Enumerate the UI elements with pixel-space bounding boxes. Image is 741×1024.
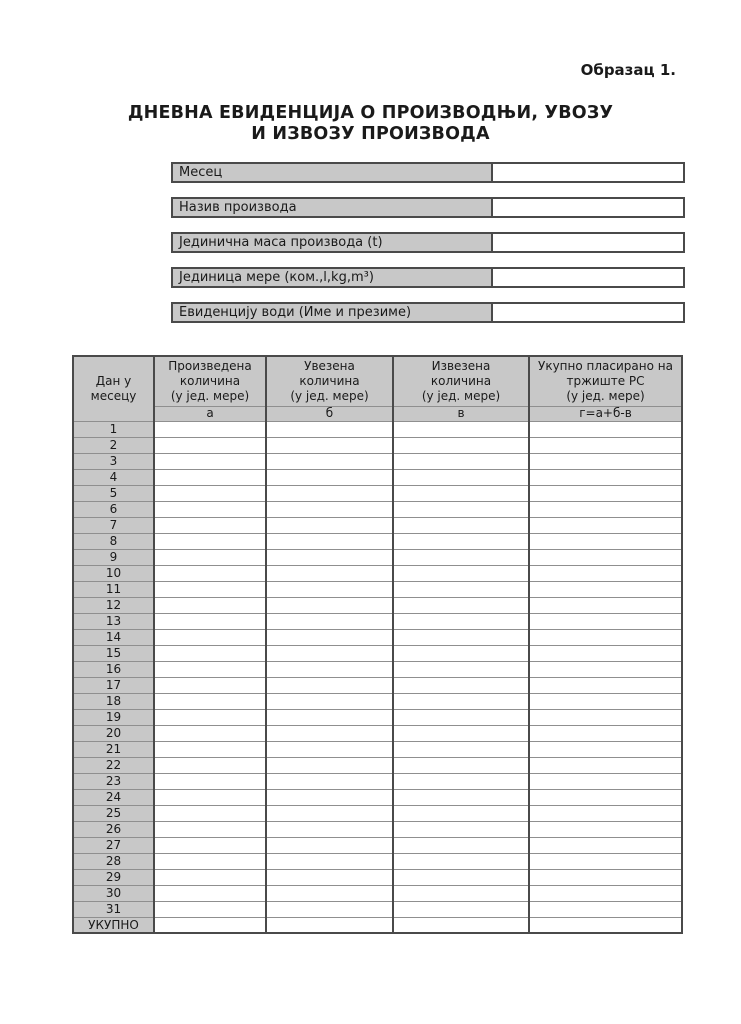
table-row	[73, 533, 682, 549]
quantity-cell[interactable]	[393, 517, 529, 533]
field-product-name-label: Назив производа	[171, 197, 493, 218]
quantity-cell[interactable]	[529, 677, 682, 693]
quantity-cell[interactable]	[154, 533, 266, 549]
quantity-cell[interactable]	[393, 565, 529, 581]
quantity-cell[interactable]	[393, 581, 529, 597]
day-number-cell: 21	[73, 741, 154, 757]
quantity-cell[interactable]	[266, 613, 393, 629]
table-row	[73, 613, 682, 629]
quantity-cell[interactable]	[154, 517, 266, 533]
quantity-cell[interactable]	[393, 421, 529, 437]
table-row	[73, 629, 682, 645]
header-imported-quantity	[266, 356, 393, 406]
total-value-cell[interactable]	[266, 917, 393, 933]
header-line: Произведена	[168, 358, 252, 373]
day-number-cell: 19	[73, 709, 154, 725]
day-number-cell: 30	[73, 885, 154, 901]
total-row	[73, 917, 682, 933]
quantity-cell[interactable]	[393, 853, 529, 869]
quantity-cell[interactable]	[154, 853, 266, 869]
quantity-cell[interactable]	[266, 821, 393, 837]
quantity-cell[interactable]	[154, 789, 266, 805]
quantity-cell[interactable]	[529, 821, 682, 837]
quantity-cell[interactable]	[266, 421, 393, 437]
quantity-cell[interactable]	[266, 517, 393, 533]
table-row	[73, 773, 682, 789]
quantity-cell[interactable]	[266, 453, 393, 469]
quantity-cell[interactable]	[266, 645, 393, 661]
quantity-cell[interactable]	[393, 773, 529, 789]
quantity-cell[interactable]	[154, 821, 266, 837]
quantity-cell[interactable]	[529, 837, 682, 853]
header-line: (у јед. мере)	[290, 388, 369, 403]
day-number-cell: 14	[73, 629, 154, 645]
table-body	[73, 421, 682, 933]
quantity-cell[interactable]	[393, 869, 529, 885]
day-number-cell: 31	[73, 901, 154, 917]
quantity-cell[interactable]	[154, 757, 266, 773]
quantity-cell[interactable]	[154, 725, 266, 741]
field-unit-mass-label: Јединична маса производа (t)	[171, 232, 493, 253]
field-unit-of-measure-input[interactable]	[493, 267, 685, 288]
quantity-cell[interactable]	[266, 565, 393, 581]
quantity-cell[interactable]	[393, 533, 529, 549]
quantity-cell[interactable]	[529, 805, 682, 821]
day-number-cell: 1	[73, 421, 154, 437]
title-line-1: ДНЕВНА ЕВИДЕНЦИЈА О ПРОИЗВОДЊИ, УВОЗУ	[127, 103, 614, 123]
quantity-cell[interactable]	[393, 501, 529, 517]
quantity-cell[interactable]	[266, 437, 393, 453]
quantity-cell[interactable]	[266, 725, 393, 741]
quantity-cell[interactable]	[393, 597, 529, 613]
quantity-cell[interactable]	[154, 885, 266, 901]
table-row	[73, 677, 682, 693]
quantity-cell[interactable]	[529, 645, 682, 661]
quantity-cell[interactable]	[529, 437, 682, 453]
quantity-cell[interactable]	[266, 677, 393, 693]
quantity-cell[interactable]	[529, 565, 682, 581]
quantity-cell[interactable]	[154, 437, 266, 453]
quantity-cell[interactable]	[529, 773, 682, 789]
quantity-cell[interactable]	[393, 661, 529, 677]
table-row	[73, 565, 682, 581]
quantity-cell[interactable]	[154, 677, 266, 693]
quantity-cell[interactable]	[529, 421, 682, 437]
field-product-name	[171, 197, 685, 218]
quantity-cell[interactable]	[266, 629, 393, 645]
table-row	[73, 789, 682, 805]
quantity-cell[interactable]	[529, 517, 682, 533]
quantity-cell[interactable]	[529, 725, 682, 741]
quantity-cell[interactable]	[154, 565, 266, 581]
table-row	[73, 597, 682, 613]
quantity-cell[interactable]	[154, 805, 266, 821]
quantity-cell[interactable]	[154, 901, 266, 917]
quantity-cell[interactable]	[266, 501, 393, 517]
day-number-cell: 15	[73, 645, 154, 661]
quantity-cell[interactable]	[393, 837, 529, 853]
header-line: (у јед. мере)	[566, 388, 645, 403]
title-line-2: И ИЗВОЗУ ПРОИЗВОДА	[251, 124, 490, 144]
day-number-cell: 8	[73, 533, 154, 549]
quantity-cell[interactable]	[266, 709, 393, 725]
table-row	[73, 517, 682, 533]
table-row	[73, 725, 682, 741]
day-number-cell: 3	[73, 453, 154, 469]
field-month-input[interactable]	[493, 162, 685, 183]
quantity-cell[interactable]	[266, 901, 393, 917]
day-number-cell: 26	[73, 821, 154, 837]
quantity-cell[interactable]	[393, 789, 529, 805]
quantity-cell[interactable]	[266, 485, 393, 501]
quantity-cell[interactable]	[266, 693, 393, 709]
quantity-cell[interactable]	[154, 453, 266, 469]
table-row	[73, 837, 682, 853]
quantity-cell[interactable]	[393, 821, 529, 837]
quantity-cell[interactable]	[529, 901, 682, 917]
quantity-cell[interactable]	[529, 693, 682, 709]
header-day-in-month	[73, 356, 154, 421]
table-row	[73, 709, 682, 725]
table-row	[73, 805, 682, 821]
total-value-cell[interactable]	[154, 917, 266, 933]
quantity-cell[interactable]	[393, 693, 529, 709]
quantity-cell[interactable]	[154, 469, 266, 485]
total-value-cell[interactable]	[529, 917, 682, 933]
field-record-keeper-input[interactable]	[493, 302, 685, 323]
table-row	[73, 693, 682, 709]
quantity-cell[interactable]	[154, 501, 266, 517]
field-record-keeper-label: Евиденцију води (Име и презиме)	[171, 302, 493, 323]
form-fields	[171, 162, 685, 337]
quantity-cell[interactable]	[393, 453, 529, 469]
quantity-cell[interactable]	[266, 837, 393, 853]
code-g-formula-cell: г=а+б-в	[529, 406, 682, 421]
quantity-cell[interactable]	[529, 789, 682, 805]
day-number-cell: 11	[73, 581, 154, 597]
day-number-cell: 23	[73, 773, 154, 789]
page-title	[0, 103, 741, 145]
quantity-cell[interactable]	[154, 693, 266, 709]
day-number-cell: 12	[73, 597, 154, 613]
quantity-cell[interactable]	[154, 645, 266, 661]
quantity-cell[interactable]	[154, 421, 266, 437]
quantity-cell[interactable]	[266, 869, 393, 885]
table-row	[73, 661, 682, 677]
quantity-cell[interactable]	[529, 613, 682, 629]
header-line: количина	[179, 373, 241, 388]
table-row	[73, 869, 682, 885]
quantity-cell[interactable]	[266, 469, 393, 485]
code-b-cell: б	[266, 406, 393, 421]
day-number-cell: 16	[73, 661, 154, 677]
quantity-cell[interactable]	[266, 853, 393, 869]
day-number-cell: 22	[73, 757, 154, 773]
code-a-cell: а	[154, 406, 266, 421]
table-row	[73, 453, 682, 469]
table-row	[73, 549, 682, 565]
form-number: Образац 1.	[580, 61, 676, 79]
table-row	[73, 581, 682, 597]
table-row	[73, 469, 682, 485]
quantity-cell[interactable]	[529, 485, 682, 501]
day-number-cell: 18	[73, 693, 154, 709]
total-value-cell[interactable]	[393, 917, 529, 933]
quantity-cell[interactable]	[154, 741, 266, 757]
field-product-name-input[interactable]	[493, 197, 685, 218]
day-number-cell: 9	[73, 549, 154, 565]
field-unit-mass-input[interactable]	[493, 232, 685, 253]
day-number-cell: 20	[73, 725, 154, 741]
day-number-cell: 2	[73, 437, 154, 453]
field-month-label: Месец	[171, 162, 493, 183]
header-produced-quantity	[154, 356, 266, 406]
quantity-cell[interactable]	[266, 597, 393, 613]
quantity-cell[interactable]	[393, 677, 529, 693]
day-number-cell: 25	[73, 805, 154, 821]
column-code-row	[73, 406, 682, 421]
quantity-cell[interactable]	[266, 661, 393, 677]
table-row	[73, 741, 682, 757]
daily-records-table	[72, 355, 683, 934]
table-row	[73, 485, 682, 501]
quantity-cell[interactable]	[393, 885, 529, 901]
quantity-cell[interactable]	[154, 629, 266, 645]
header-line: Укупно пласирано на	[538, 358, 673, 373]
quantity-cell[interactable]	[529, 533, 682, 549]
quantity-cell[interactable]	[266, 549, 393, 565]
quantity-cell[interactable]	[393, 901, 529, 917]
quantity-cell[interactable]	[529, 597, 682, 613]
header-exported-quantity	[393, 356, 529, 406]
quantity-cell[interactable]	[266, 773, 393, 789]
quantity-cell[interactable]	[266, 533, 393, 549]
table-row	[73, 421, 682, 437]
quantity-cell[interactable]	[393, 629, 529, 645]
quantity-cell[interactable]	[393, 805, 529, 821]
quantity-cell[interactable]	[529, 661, 682, 677]
table-row	[73, 901, 682, 917]
quantity-cell[interactable]	[393, 709, 529, 725]
table-row	[73, 853, 682, 869]
total-row-label: УКУПНО	[73, 917, 154, 933]
quantity-cell[interactable]	[393, 645, 529, 661]
quantity-cell[interactable]	[529, 549, 682, 565]
quantity-cell[interactable]	[154, 549, 266, 565]
day-number-cell: 17	[73, 677, 154, 693]
header-line: Извезена	[431, 358, 491, 373]
header-line: (у јед. мере)	[421, 388, 501, 403]
quantity-cell[interactable]	[266, 581, 393, 597]
table-row	[73, 645, 682, 661]
field-unit-of-measure	[171, 267, 685, 288]
quantity-cell[interactable]	[529, 757, 682, 773]
day-number-cell: 10	[73, 565, 154, 581]
day-number-cell: 7	[73, 517, 154, 533]
field-unit-of-measure-label: Јединица мере (ком.,l,kg,m³)	[171, 267, 493, 288]
quantity-cell[interactable]	[529, 885, 682, 901]
quantity-cell[interactable]	[154, 485, 266, 501]
quantity-cell[interactable]	[154, 773, 266, 789]
day-number-cell: 13	[73, 613, 154, 629]
code-v-cell: в	[393, 406, 529, 421]
quantity-cell[interactable]	[529, 741, 682, 757]
quantity-cell[interactable]	[154, 709, 266, 725]
field-record-keeper	[171, 302, 685, 323]
table-header-row	[73, 356, 682, 406]
header-line: Увезена	[304, 358, 355, 373]
header-line: количина	[299, 373, 360, 388]
header-line: месецу	[90, 388, 137, 403]
field-unit-mass	[171, 232, 685, 253]
quantity-cell[interactable]	[266, 885, 393, 901]
table-row	[73, 885, 682, 901]
quantity-cell[interactable]	[529, 453, 682, 469]
day-number-cell: 4	[73, 469, 154, 485]
day-number-cell: 6	[73, 501, 154, 517]
quantity-cell[interactable]	[154, 597, 266, 613]
header-line: (у јед. мере)	[170, 388, 250, 403]
day-number-cell: 27	[73, 837, 154, 853]
quantity-cell[interactable]	[393, 437, 529, 453]
quantity-cell[interactable]	[393, 469, 529, 485]
header-line: количина	[430, 373, 492, 388]
quantity-cell[interactable]	[393, 757, 529, 773]
table-row	[73, 757, 682, 773]
quantity-cell[interactable]	[266, 789, 393, 805]
header-line: Дан у	[95, 373, 132, 388]
quantity-cell[interactable]	[393, 549, 529, 565]
quantity-cell[interactable]	[529, 869, 682, 885]
header-line: тржиште РС	[566, 373, 645, 388]
quantity-cell[interactable]	[393, 725, 529, 741]
field-month	[171, 162, 685, 183]
quantity-cell[interactable]	[154, 661, 266, 677]
quantity-cell[interactable]	[393, 485, 529, 501]
day-number-cell: 5	[73, 485, 154, 501]
quantity-cell[interactable]	[154, 613, 266, 629]
quantity-cell[interactable]	[529, 853, 682, 869]
day-number-cell: 28	[73, 853, 154, 869]
quantity-cell[interactable]	[154, 581, 266, 597]
day-number-cell: 24	[73, 789, 154, 805]
quantity-cell[interactable]	[393, 613, 529, 629]
quantity-cell[interactable]	[529, 469, 682, 485]
quantity-cell[interactable]	[529, 501, 682, 517]
quantity-cell[interactable]	[529, 581, 682, 597]
quantity-cell[interactable]	[266, 757, 393, 773]
quantity-cell[interactable]	[393, 741, 529, 757]
table-row	[73, 501, 682, 517]
quantity-cell[interactable]	[529, 709, 682, 725]
quantity-cell[interactable]	[529, 629, 682, 645]
quantity-cell[interactable]	[154, 869, 266, 885]
header-total-placed-market	[529, 356, 682, 406]
day-number-cell: 29	[73, 869, 154, 885]
quantity-cell[interactable]	[154, 837, 266, 853]
quantity-cell[interactable]	[266, 805, 393, 821]
quantity-cell[interactable]	[266, 741, 393, 757]
table-row	[73, 437, 682, 453]
table-row	[73, 821, 682, 837]
